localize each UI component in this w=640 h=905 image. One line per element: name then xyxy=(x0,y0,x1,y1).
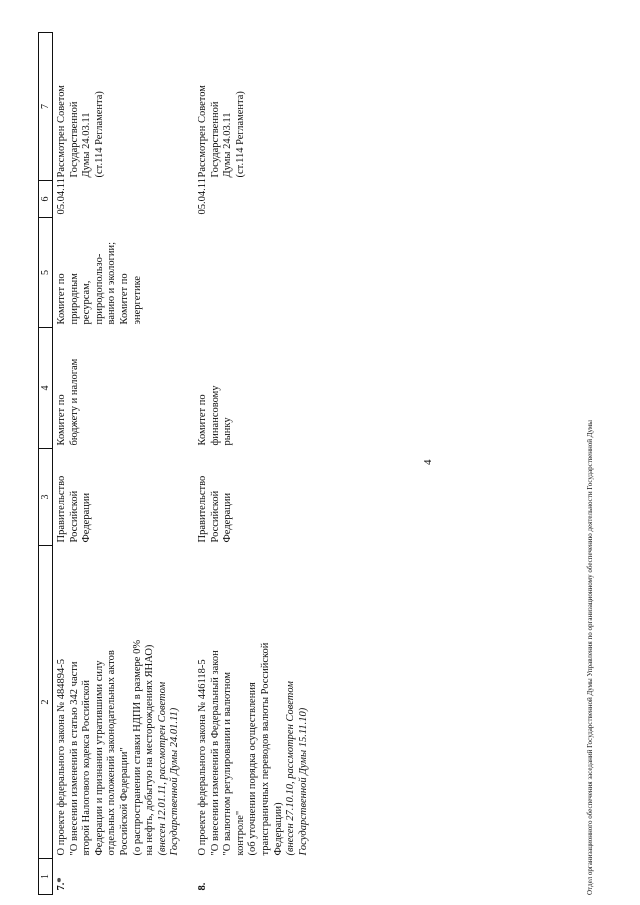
text-line: Комитет по xyxy=(56,394,67,446)
text-line: "О внесении изменений в Федеральный закон xyxy=(209,650,221,856)
text-line: Комитет по xyxy=(56,273,67,325)
text-line: трансграничных переводов валюты Российской xyxy=(259,642,271,856)
text-line: (о распространении ставки НДПИ в размере 0% xyxy=(131,639,143,856)
date: 05.04.11 xyxy=(56,178,67,215)
column-header: 6 xyxy=(39,181,53,218)
text-line: контроле" xyxy=(234,810,246,856)
text-line: энергетике xyxy=(131,275,143,325)
text-line: бюджету и налогам xyxy=(68,358,80,446)
text-line: Думы 24.03.11 xyxy=(222,112,234,178)
rotated-page xyxy=(20,25,620,895)
text-line: природным xyxy=(68,273,80,325)
status xyxy=(194,33,322,181)
text-line: Федерации) xyxy=(272,802,284,856)
text-line: (внесен 27.10.10, рассмотрен Советом xyxy=(285,681,297,856)
footer-line: Управления по организационному обеспечению деятельности Государственной Думы xyxy=(586,420,594,677)
text-line: ванию и экологии; xyxy=(106,241,118,325)
status xyxy=(53,33,194,181)
text-line: Государственной xyxy=(68,101,80,178)
table-body xyxy=(53,33,323,895)
column-header: 7 xyxy=(39,33,53,181)
text-line: Государственной Думы 15.11.10) xyxy=(297,707,309,856)
column-header: 1 xyxy=(39,859,53,895)
text-line: Государственной Думы 24.01.11) xyxy=(169,707,181,856)
co-committees xyxy=(53,218,194,328)
column-header-row xyxy=(39,33,53,895)
text-line: "О валютном регулировании и валютном xyxy=(222,671,234,856)
text-line: финансовому xyxy=(209,385,221,446)
table-row xyxy=(194,33,322,895)
text-line: природопользо- xyxy=(93,253,105,325)
text-line: (внесен 12.01.11, рассмотрен Советом xyxy=(156,681,168,856)
text-line: Федерации xyxy=(222,492,234,543)
text-line: Федерации xyxy=(81,492,93,543)
text-line: (об уточнении порядка осуществления xyxy=(247,682,259,856)
text-line: (ст.114 Регламента) xyxy=(93,91,105,178)
text-line: Российской Федерации" xyxy=(118,747,130,856)
text-line: Государственной xyxy=(209,101,221,178)
row-number: 8. xyxy=(196,882,208,891)
text-line: О проекте федерального закона № 446118-5 xyxy=(196,659,208,856)
text-line: на нефть, добытую на месторождениях ЯНАО) xyxy=(144,644,156,856)
initiator xyxy=(194,449,322,546)
text-line: Федерации и признании утратившими силу xyxy=(93,660,105,856)
text-line: Комитет по xyxy=(118,273,130,325)
date: 05.04.11 xyxy=(196,178,208,215)
text-line: "О внесении изменений в статью 342 части xyxy=(68,661,80,856)
text-line: рынку xyxy=(222,417,234,446)
text-line: Российской xyxy=(68,490,80,543)
page-number: 4 xyxy=(422,459,434,465)
row-number: 7.* xyxy=(56,877,67,891)
column-header: 5 xyxy=(39,218,53,328)
text-line: Рассмотрен Советом xyxy=(196,85,208,178)
text-line: ресурсам, xyxy=(81,280,93,325)
text-line: Правительство xyxy=(196,475,208,543)
text-line: второй Налогового кодекса Российской xyxy=(81,680,93,856)
text-line: О проекте федерального закона № 484894-5 xyxy=(56,658,67,856)
text-line: Думы 24.03.11 xyxy=(81,112,93,178)
text-line: отдельных положений законодательных актов xyxy=(106,650,118,856)
text-line: (ст.114 Регламента) xyxy=(234,91,246,178)
column-header: 3 xyxy=(39,449,53,546)
bill-description xyxy=(194,546,322,859)
text-line: Правительство xyxy=(56,475,67,543)
agenda-table xyxy=(38,32,322,895)
column-header: 2 xyxy=(39,546,53,859)
table-row xyxy=(53,33,194,895)
co-committees xyxy=(194,218,322,328)
text-line: Российской xyxy=(209,490,221,543)
footer-line: Отдел организационного обеспечения заседаний Государственной Думы xyxy=(586,678,594,895)
footer xyxy=(586,420,595,895)
text-line: Рассмотрен Советом xyxy=(56,85,67,178)
text-line: Комитет по xyxy=(196,394,208,446)
column-header: 4 xyxy=(39,328,53,449)
responsible-committee xyxy=(53,328,194,449)
responsible-committee xyxy=(194,328,322,449)
bill-description xyxy=(53,546,194,859)
initiator xyxy=(53,449,194,546)
